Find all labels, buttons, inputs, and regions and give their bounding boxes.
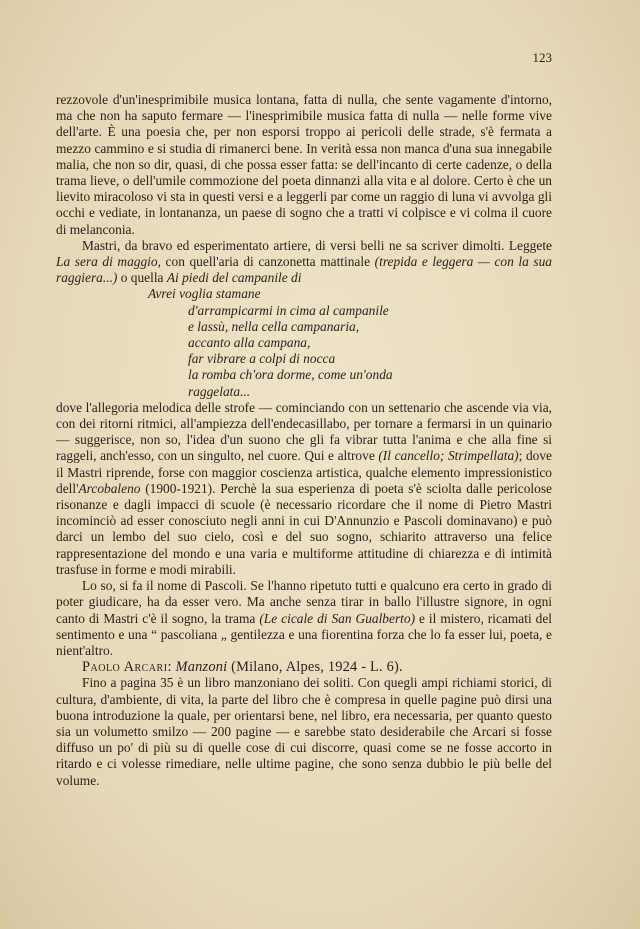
poem-title-la-sera-di-maggio: La sera di maggio, bbox=[56, 254, 161, 270]
quoted-verse-trepida: (trepida e leggera — con la sua raggiera...) bbox=[56, 254, 553, 286]
paragraph-3-text-a: dove l'allegoria melodica delle strofe — cominciando con un settenario che ascende via via, con dei ritorni ritmici, all'ampiezza dell'endecasillabo, per tornare a fermarsi in un quinario — suggerisce, non so, l'idea d'un suono che gli fa vibrar tutta l'anima e che alla fine si raggeli, anch'esso, con un singulto, nel cuore. Qui e altrove bbox=[56, 399, 552, 464]
paragraph-1: rezzovole d'un'inesprimibile musica lontana, fatta di nulla, che sente vagamente d'intorno, ma che non ha saputo fermare — l'inesprimibile musica fatta di nulla — nelle forme vive dell'arte. È una poesia che, per non esporsi troppo ai pericoli delle strade, s'è fermata a mezzo cammino e si studia di rimanerci bene. In verità essa non manca d'una sua innegabile malia, che non so dir, quasi, di che possa esser fatta: se dell'incanto di certe cadenze, o della trama lieve, o dell'umile commozione del poeta dinnanzi alla vita e al dolore. Certo è che un lievito miracoloso vi sta in questi versi e a leggerli par come un raggio di luna vi avvolga gli occhi e vediate, in lontananza, un paese di sogno che a tratti vi colpisce e vi colma il cuore di melanconia. bbox=[56, 92, 552, 237]
book-title-arcobaleno: Arcobaleno bbox=[78, 480, 141, 496]
review-heading bbox=[56, 659, 552, 675]
review-book-title: Manzoni bbox=[175, 659, 228, 676]
paragraph-3 bbox=[56, 400, 552, 578]
page-number: 123 bbox=[532, 50, 552, 65]
paragraph-2-text-b: con quell'aria di canzonetta mattinale bbox=[160, 254, 375, 270]
poem-title-le-cicale: (Le cicale di San Gualberto) bbox=[259, 610, 416, 626]
verse-line: far vibrare a colpi di nocca bbox=[188, 351, 336, 367]
poem-titles-il-cancello-strimpellata: (Il cancello; Strimpellata) bbox=[378, 448, 519, 464]
verse-line: e lassù, nella cella campanaria, bbox=[188, 318, 360, 334]
verse-line: raggelata... bbox=[188, 383, 251, 399]
paragraph-3-text-b: ; dove il Mastri riprende, forse con maggior coscienza artistica, qualche elemento impressionistico dell' bbox=[56, 448, 552, 496]
paragraph-2-text-c: o quella bbox=[117, 270, 167, 286]
verse-line: d'arrampicarmi in cima al campanile bbox=[188, 302, 389, 318]
verse-line: la romba ch'ora dorme, come un'onda bbox=[188, 367, 393, 383]
page-body bbox=[56, 92, 552, 789]
verse-line: Avrei voglia stamane bbox=[148, 286, 261, 302]
paragraph-4-text-a: Lo so, si fa il nome di Pascoli. Se l'hanno ripetuto tutti e qualcuno era certo in grado di poter giudicare, ha da esser vero. Ma anche senza tirar in ballo l'illustre signore, in ogni canto di Mastri c'è il sogno, la trama bbox=[56, 578, 552, 626]
paragraph-2-text-a: Mastri, da bravo ed esperimentato artiere, di versi belli ne sa scriver dimolti. Leggete bbox=[82, 237, 552, 253]
review-body: Fino a pagina 35 è un libro manzoniano dei soliti. Con quegli ampi richiami storici, di cultura, d'ambiente, di vita, la parte del libro che è compresa in quelle pagine può dirsi una buona introduzione la quale, per orientarsi bene, nel libro, era necessaria, per quanto questo sia un volumetto smilzo — 200 pagine — e sarebbe stato desiderabile che Arcari si fosse diffuso un po' di più su di quelle cose di cui discorre, quasi come se ne fosse accorto in ritardo e ci volesse rimediare, nelle ultime pagine, che sono senza dubbio le più belle del volume. bbox=[56, 675, 552, 788]
review-publication-details: (Milano, Alpes, 1924 - L. 6). bbox=[227, 659, 403, 676]
review-separator: : bbox=[167, 659, 176, 676]
paragraph-4-text-b: e il mistero, ricamati del sentimento e una “ pascoliana „ gentilezza e una fiorentina forza che lo fa esser lui, poeta, e nient'altro. bbox=[56, 610, 553, 658]
verse-line: accanto alla campana, bbox=[188, 335, 311, 351]
paragraph-4 bbox=[56, 578, 552, 659]
paragraph-2 bbox=[56, 238, 552, 287]
review-author: Paolo Arcari bbox=[82, 659, 168, 676]
paragraph-3-text-c: (1900-1921). Perchè la sua esperienza di poeta s'è sciolta dalle pericolose risonanze e dagli impacci di scuole (è necessario ricordare che il nome di Pietro Mastri incominciò ad esser conosciuto negli anni in cui D'Annunzio e Pascoli dominavano) e può darci un lembo del suo cielo, così e del suo sogno, schiarito attraverso una felice rappresentazione del mondo e una varia e multiforme attitudine di chiarezza e di intimità trasfuse in forme e modi mirabili. bbox=[56, 480, 552, 577]
poem-title-ai-piedi-del-campanile: Ai piedi del campanile di bbox=[166, 270, 302, 286]
verse-quotation bbox=[56, 286, 552, 399]
